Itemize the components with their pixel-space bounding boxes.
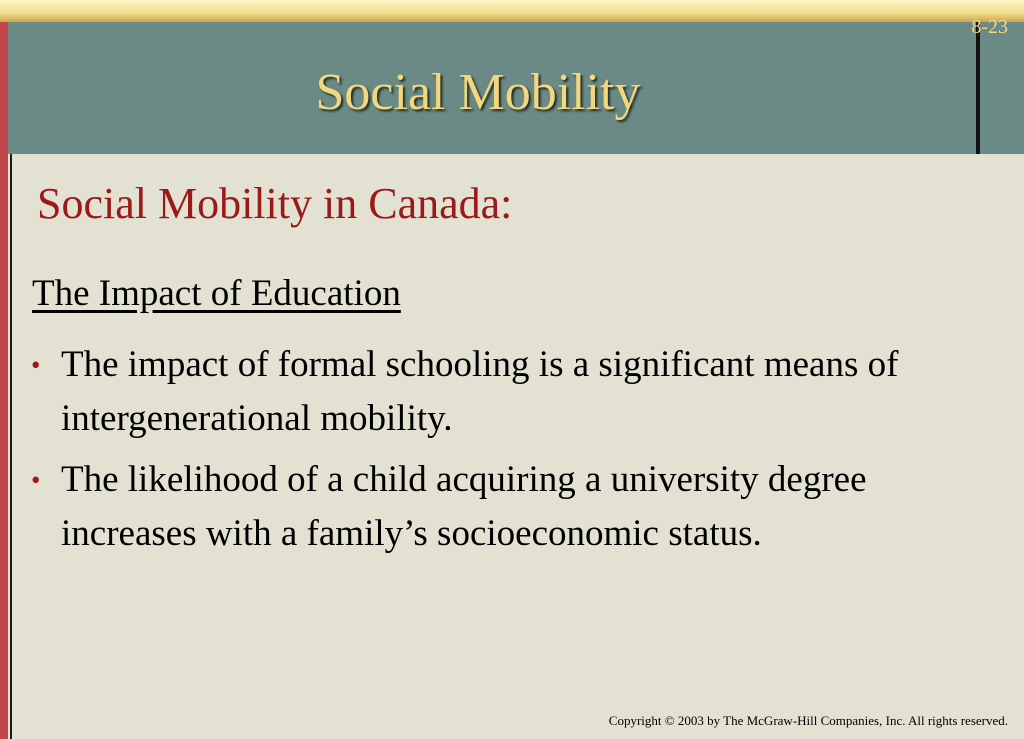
right-divider-line: [976, 22, 980, 154]
slide-title: Social Mobility: [315, 64, 641, 121]
slide-subtitle: Social Mobility in Canada:: [37, 179, 513, 228]
left-accent-bar: [0, 22, 8, 739]
bullet-icon: •: [31, 350, 41, 380]
slide-number: 8-23: [971, 16, 1008, 38]
bullet-text: The likelihood of a child acquiring a university degree increases with a family’s socioeconomic status.: [61, 459, 867, 554]
section-heading: The Impact of Education: [32, 273, 401, 314]
bullet-icon: •: [31, 465, 41, 495]
left-divider-line: [10, 154, 12, 739]
copyright-notice: Copyright © 2003 by The McGraw-Hill Companies, Inc. All rights reserved.: [608, 713, 1008, 728]
top-gold-strip: [0, 0, 1024, 22]
bullet-text: The impact of formal schooling is a significant means of intergenerational mobility.: [61, 344, 899, 439]
bullet-item: [31, 338, 931, 446]
bullet-item: [31, 453, 931, 561]
bullet-list: [31, 338, 931, 568]
